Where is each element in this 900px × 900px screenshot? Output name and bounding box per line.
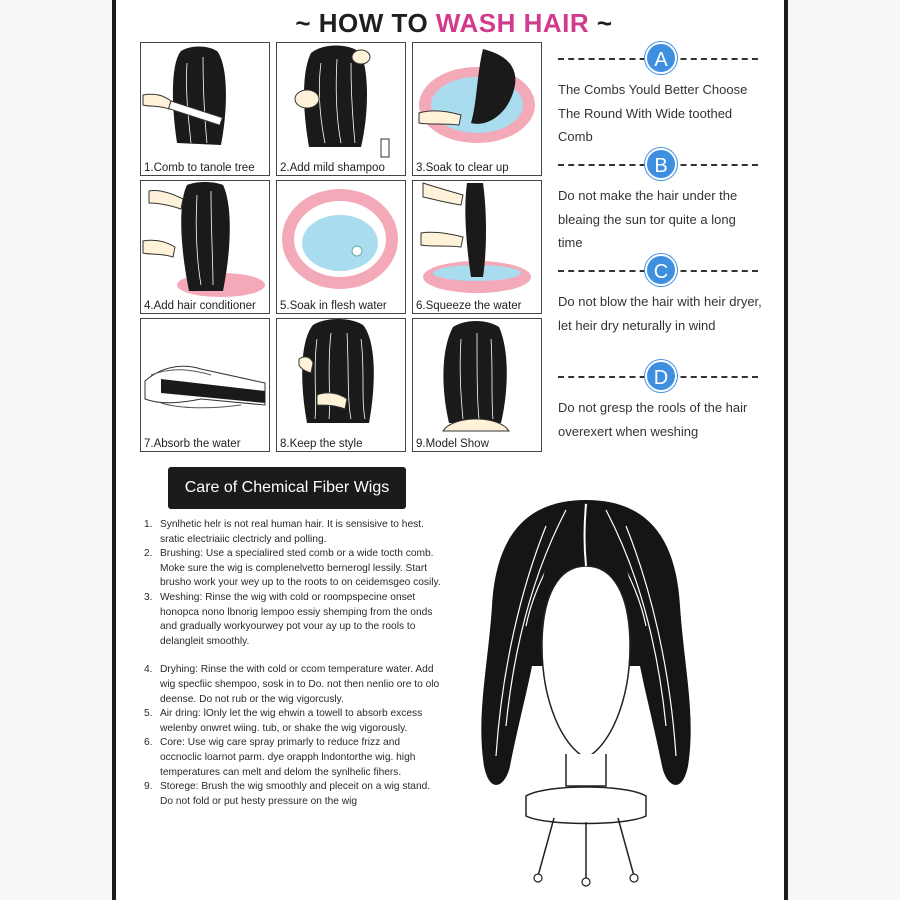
- step-4-panel: [140, 180, 270, 314]
- title-prefix: ~ HOW TO: [295, 8, 436, 38]
- step-5-panel: [276, 180, 406, 314]
- step-label: 8.Keep the style: [280, 438, 363, 450]
- tip-letter-badge: A: [645, 42, 677, 74]
- care-item: [144, 663, 444, 707]
- step-3-panel: [412, 42, 542, 176]
- care-item-text: Brushing: Use a specialired sted comb or a wide tocth comb. Moke sure the wig is complenelvetto bernerogl lessily. Start brusho work your wey up to the roots to on ceidemsgeo cosily.: [160, 548, 441, 589]
- poster-sheet: [112, 0, 788, 900]
- step-label: 7.Absorb the water: [144, 438, 241, 450]
- step-label: 9.Model Show: [416, 438, 489, 450]
- care-item: [144, 547, 444, 591]
- care-item-text: Storege: Brush the wig smoothly and pleceit on a wig stand. Do not fold or put hesty pressure on the wig: [160, 781, 431, 807]
- care-item: [144, 518, 444, 547]
- page-title: [116, 8, 792, 39]
- care-item-text: Air dring: lOnly let the wig ehwin a towell to absorb excess welenby onwret wiing. tub, or shake the wig vigorously.: [160, 708, 423, 734]
- tip-text: Do not blow the hair with heir dryer, let heir dry neturally in wind: [558, 294, 762, 333]
- soak-basin-illustration: [413, 43, 540, 159]
- title-accent: WASH HAIR: [435, 8, 590, 38]
- step-9-panel: [412, 318, 542, 452]
- keep-style-illustration: [277, 319, 404, 435]
- conditioner-illustration: [141, 181, 268, 297]
- care-item: [144, 736, 444, 780]
- comb-hair-illustration: [141, 43, 268, 159]
- care-item: [144, 780, 444, 809]
- steps-grid: [140, 42, 548, 454]
- tip-letter-badge: B: [645, 148, 677, 180]
- care-item-number: 4.: [144, 664, 153, 676]
- tip-text: Do not gresp the rools of the hair overexert when weshing: [558, 400, 748, 439]
- care-instructions-list: [144, 518, 444, 809]
- shampoo-illustration: [277, 43, 404, 159]
- step-label: 1.Comb to tanole tree: [144, 162, 255, 174]
- step-2-panel: [276, 42, 406, 176]
- towel-absorb-illustration: [141, 319, 268, 435]
- step-label: 2.Add mild shampoo: [280, 162, 385, 174]
- step-8-panel: [276, 318, 406, 452]
- title-suffix: ~: [589, 8, 613, 38]
- care-section-title: Care of Chemical Fiber Wigs: [168, 467, 406, 509]
- step-label: 6.Squeeze the water: [416, 300, 522, 312]
- care-item-number: 6.: [144, 737, 153, 749]
- care-item-number: 3.: [144, 591, 153, 603]
- care-item-text: Weshing: Rinse the wig with cold or roompspecine onset honopca nono lbnorig lempoo essiy shemping from the onds and gradually workyourwey pot vour ay up to the rools to delangleit smoothly.: [160, 591, 433, 647]
- tip-letter-badge: D: [645, 360, 677, 392]
- step-1-panel: [140, 42, 270, 176]
- step-7-panel: [140, 318, 270, 452]
- tip-text: The Combs Yould Better Choose The Round With Wide toothed Comb: [558, 82, 748, 144]
- model-show-illustration: [413, 319, 540, 435]
- care-item-number: 9.: [144, 781, 153, 793]
- care-item-number: 5.: [144, 708, 153, 720]
- step-label: 5.Soak in flesh water: [280, 300, 387, 312]
- care-item: [144, 707, 444, 736]
- step-label: 3.Soak to clear up: [416, 162, 509, 174]
- fresh-water-basin-illustration: [277, 181, 404, 297]
- step-label: 4.Add hair conditioner: [144, 300, 256, 312]
- tip-text: Do not make the hair under the bleaing the sun tor quite a long time: [558, 188, 738, 250]
- tip-letter-badge: C: [645, 254, 677, 286]
- care-item-number: 2.: [144, 548, 153, 560]
- care-item-number: 1.: [144, 519, 153, 530]
- squeeze-water-illustration: [413, 181, 540, 297]
- care-item-text: Core: Use wig care spray primarly to reduce frizz and occnoclic loarnot parm. dye orapph lndontorthe wig. high temperatures can melt and delom the synlhelic fihers.: [160, 737, 416, 778]
- step-6-panel: [412, 180, 542, 314]
- wig-mannequin-illustration: [466, 496, 706, 888]
- care-item: [144, 591, 444, 649]
- care-item-text: Synlhetic helr is not real human hair. It is sensisive to hest. sratic electriaiic clectricly and polling.: [160, 519, 424, 545]
- care-item-text: Dryhing: Rinse the with cold or ccom temperature water. Add wig specfiic shempoo, sosk in to Do. not then nenlio ore to olo deense. Do not rub or the wig vigorcusly.: [160, 664, 440, 705]
